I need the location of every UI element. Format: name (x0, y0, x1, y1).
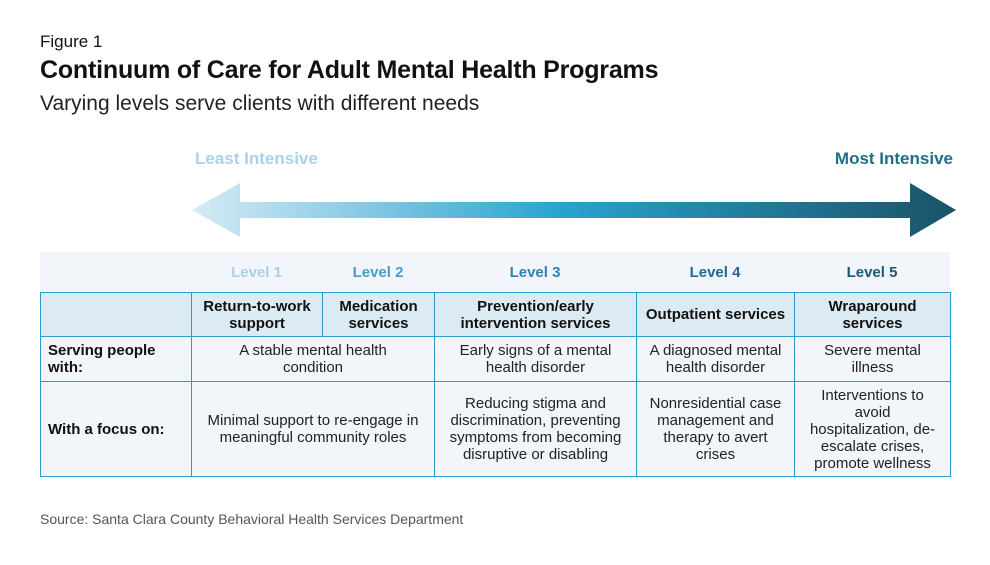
continuum-table (40, 292, 951, 477)
cell-focus-level-5: Interventions to avoid hospitalization, de-escalate crises, promote wellness (795, 382, 951, 477)
most-intensive-label: Most Intensive (834, 149, 953, 168)
cell-focus-level-4: Nonresidential case management and therapy to avert crises (637, 382, 795, 477)
row-label-focus: With a focus on: (41, 382, 192, 477)
header-wraparound: Wraparound services (795, 293, 951, 337)
source-note: Source: Santa Clara County Behavioral Health Services Department (40, 511, 464, 527)
level-4-label: Level 4 (689, 264, 741, 281)
header-medication: Medication services (323, 293, 435, 337)
table-header-row (41, 293, 951, 337)
header-return-to-work: Return-to-work support (192, 293, 323, 337)
least-intensive-label: Least Intensive (195, 149, 318, 168)
cell-serving-level-5: Severe mental illness (795, 337, 951, 382)
cell-focus-level-1-2: Minimal support to re-engage in meaningful community roles (192, 382, 435, 477)
header-outpatient: Outpatient services (637, 293, 795, 337)
header-prevention: Prevention/early intervention services (435, 293, 637, 337)
level-3-label: Level 3 (509, 264, 561, 281)
figure-label: Figure 1 (40, 32, 103, 51)
level-1-label: Level 1 (231, 264, 282, 281)
cell-serving-level-1-2: A stable mental health condition (192, 337, 435, 382)
figure-title: Continuum of Care for Adult Mental Health Programs (40, 56, 659, 84)
level-2-label: Level 2 (352, 264, 404, 281)
table-corner-cell (41, 293, 192, 337)
table-row (41, 337, 951, 382)
intensity-arrow-shape (192, 183, 956, 237)
cell-serving-level-3: Early signs of a mental health disorder (435, 337, 637, 382)
row-label-serving: Serving people with: (41, 337, 192, 382)
table-row (41, 382, 951, 477)
cell-focus-level-3: Reducing stigma and discrimination, preventing symptoms from becoming disruptive or disabling (435, 382, 637, 477)
figure-subtitle: Varying levels serve clients with different needs (40, 92, 480, 115)
intensity-arrow-icon (192, 183, 958, 237)
cell-serving-level-4: A diagnosed mental health disorder (637, 337, 795, 382)
level-5-label: Level 5 (846, 264, 898, 281)
